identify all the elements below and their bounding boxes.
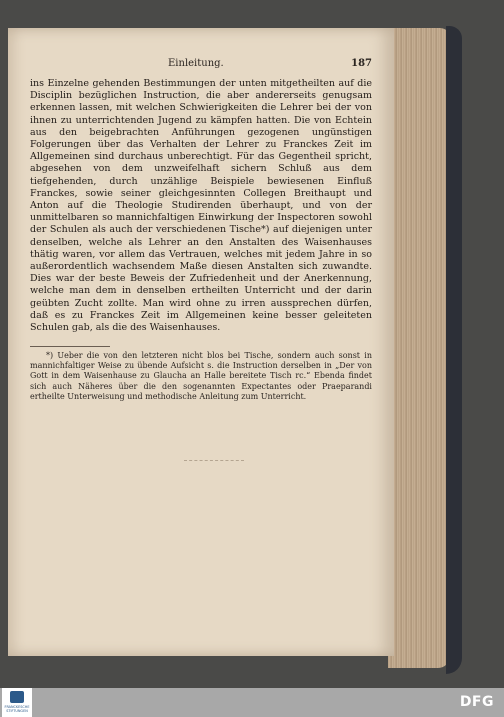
book-page-edges: [388, 28, 450, 668]
dfg-logo: DFG: [459, 694, 494, 710]
body-paragraph: ins Einzelne gehenden Bestimmungen der unten mitgetheilten auf die Disciplin bezüglichen Instruction, die aber andererseits genugsam erkennen lassen, mit welchen Schwierigkeiten die Lehrer bei der von ihnen zu unterrichtenden Jugend zu kämpfen hatten. Die von Echtein aus den beigebrachten Anführungen gezogenen ungünstigen Folgerungen über das Verhalten der Lehrer zu Franckes Zeit im Allgemeinen sind durchaus unberechtigt. Für das Gegentheil spricht, abgesehen von dem unzweifelhaft sichern Schluß aus dem tiefgehenden, durch unzählige Beispiele bewiesenen Einfluß Franckes, sowie seiner gleichgesinnten Collegen Breithaupt und Anton auf die Theologie Studirenden überhaupt, und von der unmittelbaren so mannichfaltigen Einwirkung der Inspectoren sowohl der Schulen als auch der verschiedenen Tische*) auf diejenigen unter denselben, welche als Lehrer an den Anstalten des Waisenhauses thätig waren, vor allem das Vertrauen, welches mit jedem Jahre in so außerordentlich wachsendem Maße diesen Anstalten sich zuwandte. Dies war der beste Beweis der Zufriedenheit und der Anerkennung, welche man dem in denselben ertheilten Unterricht und der darin geübten Zucht zollte. Man wird ohne zu irren aussprechen dürfen, daß es zu Franckes Zeit im Allgemeinen keine besser geleiteten Schulen gab, als die des Waisenhauses.: [30, 78, 372, 334]
book-cover-edge: [446, 26, 462, 674]
page-number: 187: [351, 58, 372, 69]
running-header: [8, 58, 394, 72]
footnote: *) Ueber die von den letzteren nicht blos bei Tische, sondern auch sonst in mannichfaltiger Weise zu übende Aufsicht s. die Instruction derselben in „Der von Gott in dem Waisenhause zu Glaucha an Halle bereitete Tisch rc.“ Ebenda findet sich auch Näheres über die den sogenannten Expectantes oder Praeparandi ertheilte Unterweisung und methodische Anleitung zum Unterricht.: [30, 351, 372, 401]
footnote-rule: [30, 346, 110, 347]
header-title: Einleitung.: [168, 58, 224, 69]
viewer-footer-bar: [0, 688, 504, 717]
logo-icon: [10, 691, 24, 703]
faint-page-mark: [184, 460, 244, 461]
logo-label: FRANCKESCHE STIFTUNGEN: [4, 705, 30, 713]
francke-logo: [2, 688, 32, 717]
book-page: [8, 28, 394, 656]
